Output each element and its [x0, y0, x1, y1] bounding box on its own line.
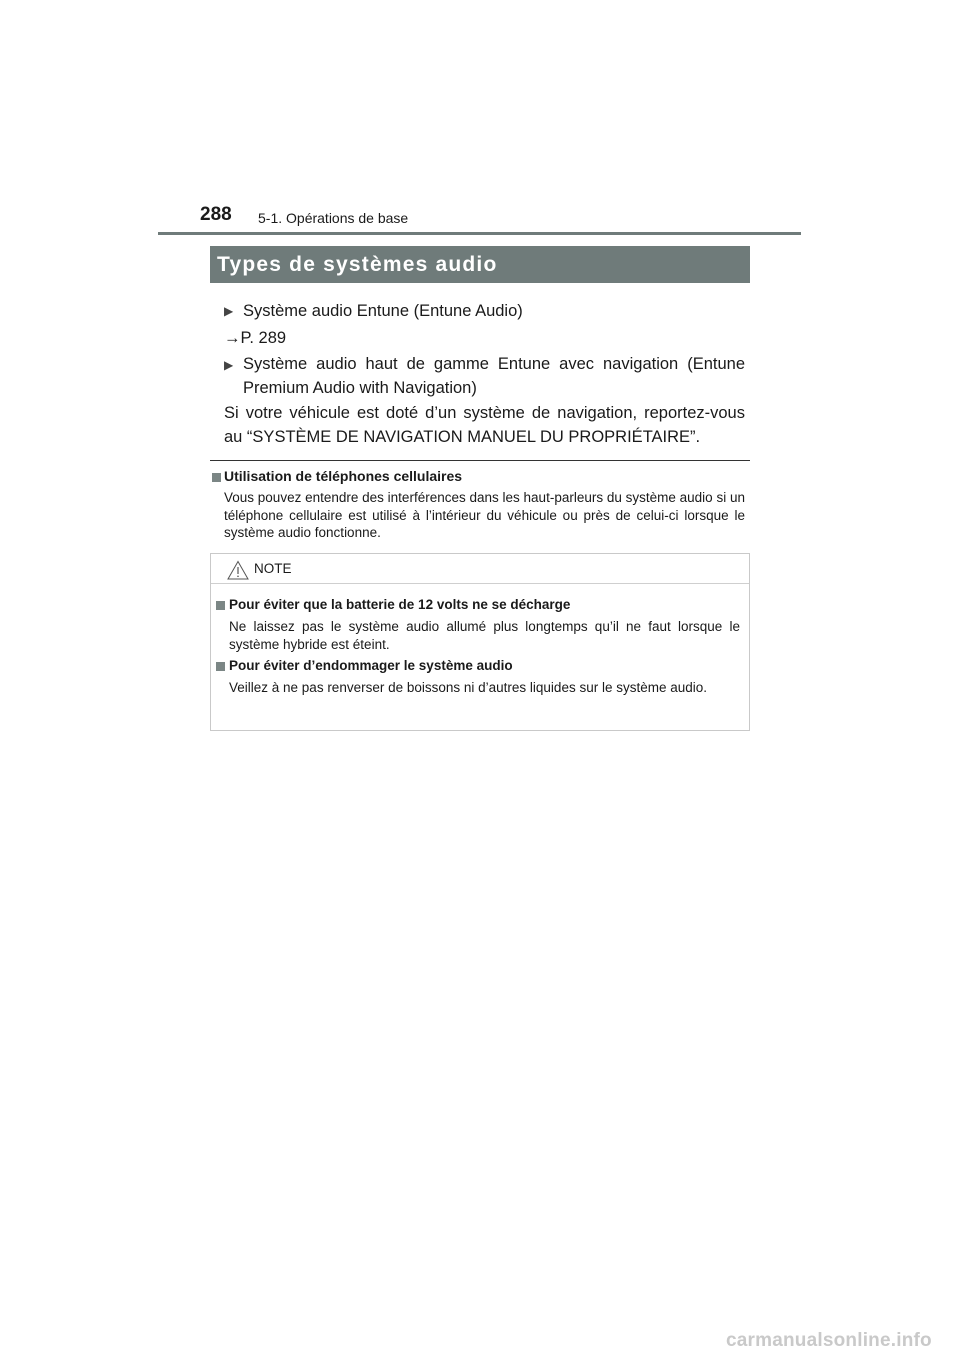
info-title: Utilisation de téléphones cellulaires [224, 468, 463, 484]
section-divider [210, 460, 750, 461]
square-marker-icon [216, 601, 225, 610]
note-label: NOTE [254, 561, 292, 576]
header-rule [158, 232, 801, 235]
navigation-paragraph: Si votre véhicule est doté d’un système de navigation, reportez-vous au “SYSTÈME DE NAVIGATION MANUEL DU PROPRIÉTAIRE”. [224, 404, 745, 446]
page-number: 288 [200, 204, 232, 225]
section-label: 5-1. Opérations de base [258, 210, 409, 226]
square-marker-icon [216, 662, 225, 671]
bullet-arrow-icon: ▶ [224, 358, 234, 372]
page-reference: →P. 289 [224, 329, 287, 347]
note-item-title: Pour éviter que la batterie de 12 volts ne se décharge [229, 597, 571, 612]
note-box [210, 553, 750, 731]
note-header-rule [211, 583, 749, 584]
info-text: Vous pouvez entendre des interférences dans les haut-parleurs du système audio si un téléphone cellulaire est utilisé à l’intérieur du véhicule ou près de celui-ci lorsque le système audio fonctionne. [224, 490, 745, 540]
warning-triangle-icon [227, 560, 249, 580]
watermark: carmanualsonline.info [726, 1330, 932, 1351]
note-item-title: Pour éviter d’endommager le système audio [229, 658, 513, 673]
square-marker-icon [212, 473, 221, 482]
note-item-text: Veillez à ne pas renverser de boissons ni d’autres liquides sur le système audio. [229, 680, 708, 695]
list-item-entune-premium: Système audio haut de gamme Entune avec navigation (Entune Premium Audio with Navigation) [243, 355, 745, 397]
list-item-entune-audio: Système audio Entune (Entune Audio) [243, 302, 523, 320]
section-title: Types de systèmes audio [210, 246, 750, 283]
bullet-arrow-icon: ▶ [224, 304, 234, 318]
note-item-text: Ne laissez pas le système audio allumé plus longtemps qu’il ne faut lorsque le système hybride est éteint. [229, 619, 740, 652]
